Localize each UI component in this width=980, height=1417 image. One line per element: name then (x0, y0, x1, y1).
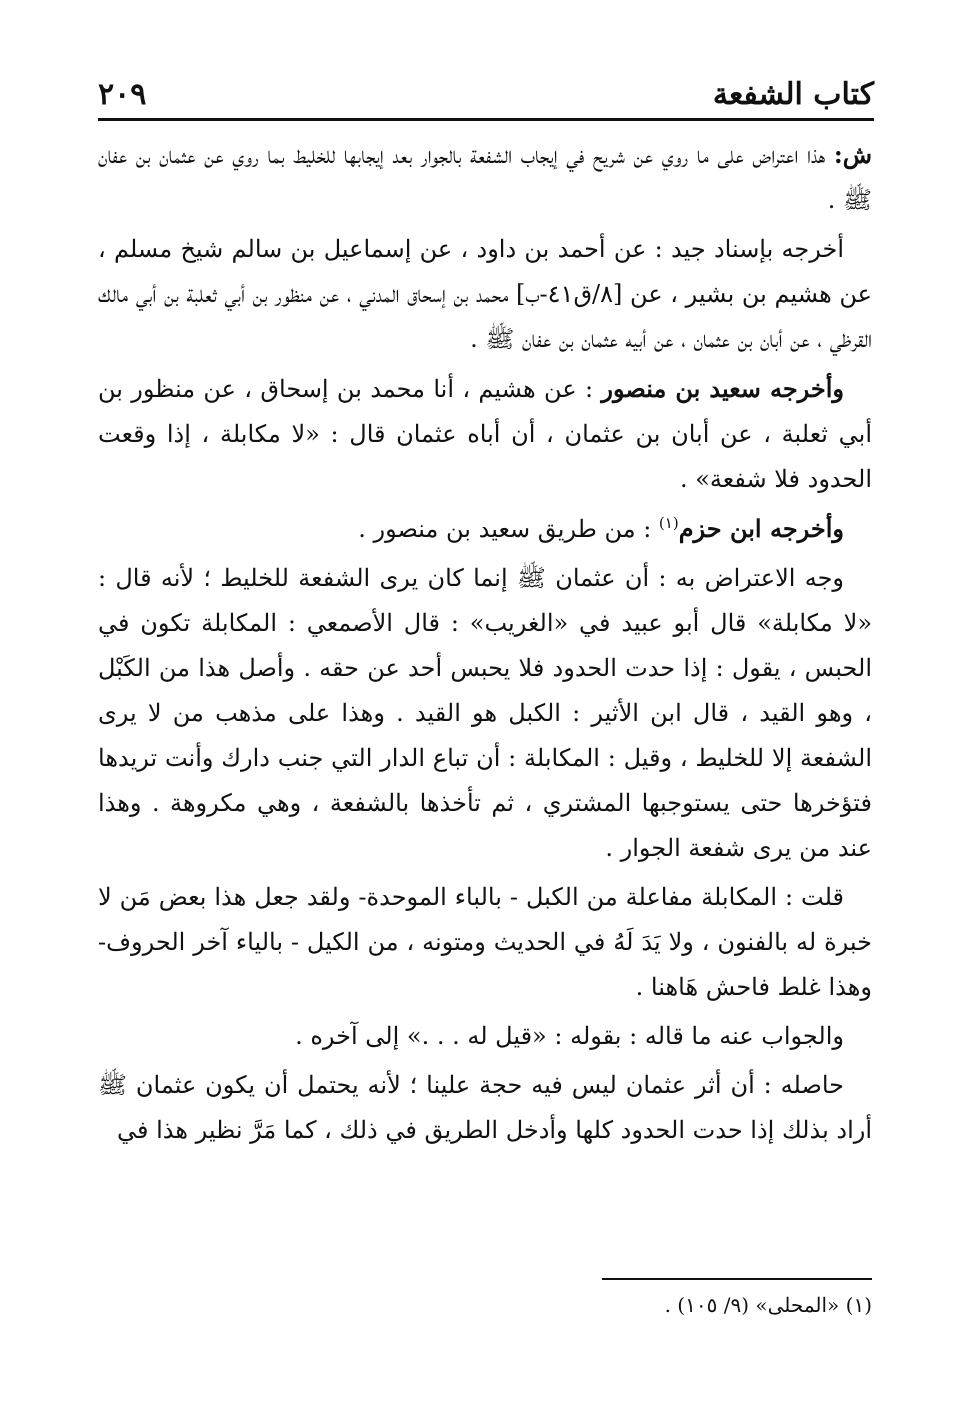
paragraph-text: حاصله : أن أثر عثمان ليس فيه حجة علينا ؛ لأنه يحتمل أن يكون عثمان ﷺ أراد بذلك إذا حدت الحدود كلها وأدخل الطريق في ذلك ، كما مَرَّ نظير هذا في (98, 1071, 872, 1144)
paragraph-text: هذا اعتراض على ما روي عن شريح في إيجاب الشفعة بالجوار بعد إيجابها للخليط بما روي عن عثمان بن عفان ﷺ . (98, 141, 872, 214)
main-text (98, 132, 872, 1157)
paragraph (98, 132, 872, 223)
paragraph (98, 227, 872, 362)
footnote-divider (602, 1278, 872, 1280)
paragraph (98, 506, 872, 552)
footnote: (١) «المحلى» (٩/ ١٠٥) . (664, 1293, 872, 1317)
paragraph-lead: وأخرجه سعيد بن منصور (601, 374, 844, 403)
paragraph (98, 875, 872, 1010)
page-header (98, 62, 874, 112)
paragraph (98, 366, 872, 502)
paragraph-lead: ش: (833, 140, 872, 169)
paragraph (98, 1014, 872, 1059)
paragraph (98, 1063, 872, 1153)
paragraph-text: والجواب عنه ما قاله : بقوله : «قيل له . . .» إلى آخره . (295, 1022, 844, 1050)
page-number: ٢٠٩ (98, 77, 147, 112)
paragraph-text: : عن هشيم ، أنا محمد بن إسحاق ، عن منظور بن أبي ثعلبة ، عن أبان بن عثمان ، أن أباه عثمان قال : «لا مكابلة ، إذا وقعت الحدود فلا شفعة» . (98, 375, 872, 493)
paragraph-lead: وأخرجه ابن حزم (678, 514, 844, 543)
paragraph-text: : من طريق سعيد بن منصور . (358, 515, 659, 543)
chapter-title: كتاب الشفعة (712, 77, 874, 112)
header-divider (98, 118, 874, 121)
paragraph (98, 556, 872, 871)
paragraph-text: وجه الاعتراض به : أن عثمان ﷺ إنما كان يرى الشفعة للخليط ؛ لأنه قال : «لا مكابلة» قال أبو عبيد في «الغريب» : قال الأصمعي : المكابلة تكون في الحبس ، يقول : إذا حدت الحدود فلا يحبس أحد عن حقه . وأصل هذا من الكَبْل ، وهو القيد ، قال ابن الأثير : الكبل هو القيد . وهذا على مذهب من لا يرى الشفعة إلا للخليط ، وقيل : المكابلة : أن تباع الدار التي جنب دارك وأنت تريدها فتؤخرها حتى يستوجبها المشتري ، ثم تأخذها بالشفعة ، وهي مكروهة . وهذا عند من يرى شفعة الجوار . (98, 564, 873, 862)
paragraph-text: أخرجه بإسناد جيد : عن أحمد بن داود ، عن إسماعيل بن سالم شيخ مسلم ، عن هشيم بن بشير ، عن [٨/ق٤١-ب] محمد بن إسحاق المدني ، عن منظور بن أبي ثعلبة بن أبي مالك القرظي ، عن أبان بن عثمان ، عن أبيه عثمان بن عفان ﷺ . (98, 235, 872, 353)
paragraph-text: قلت : المكابلة مفاعلة من الكبل - بالباء الموحدة- ولقد جعل هذا بعض مَن لا خبرة له بالفنون ، ولا يَدَ لَهُ في الحديث ومتونه ، من الكيل - بالياء آخر الحروف- وهذا غلط فاحش هَاهنا . (98, 883, 872, 1001)
footnote-marker: (١) (658, 514, 679, 532)
